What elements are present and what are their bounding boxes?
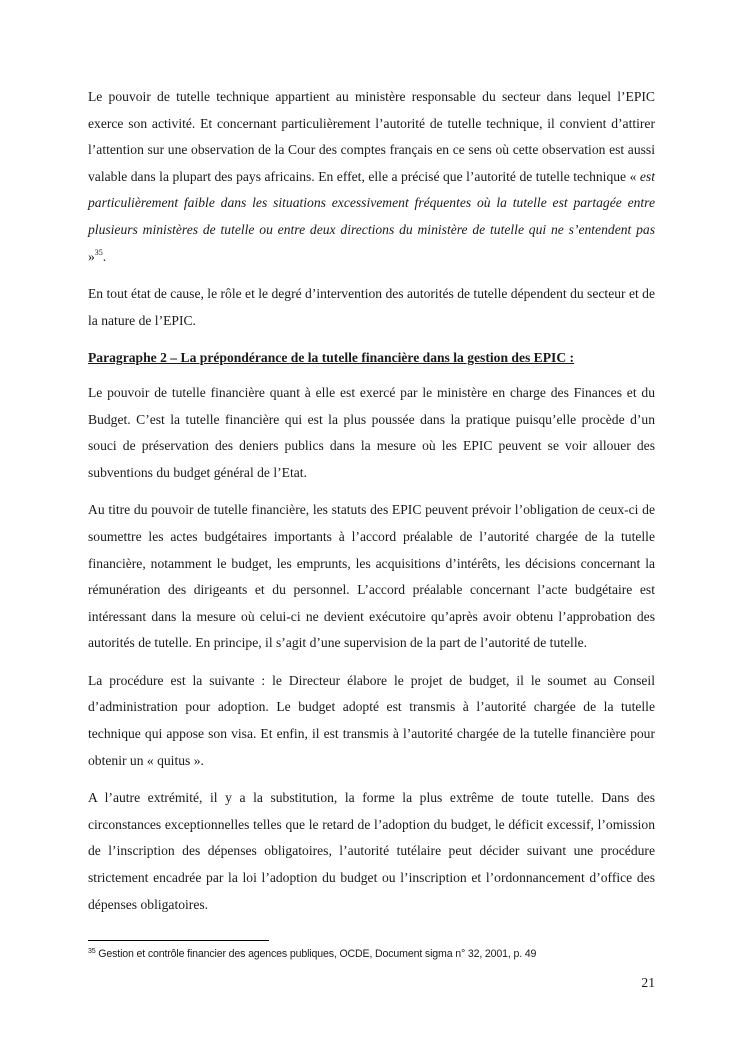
footnote-reference[interactable]: 35 xyxy=(94,247,103,257)
paragraph-1-quote: est particulièrement faible dans les situations excessivement fréquentes où la tutelle est partagée entre plusieurs ministères de tutelle ou entre deux directions du ministère de tutelle qui ne s’entendent pas xyxy=(88,168,655,237)
paragraph-5: La procédure est la suivante : le Directeur élabore le projet de budget, il le soumet au Conseil d’administration pour adoption. Le budget adopté est transmis à l’autorité chargée de la tutelle technique qui appose son visa. Et enfin, il est transmis à l’autorité chargée de la tutelle financière pour obtenir un « quitus ». xyxy=(88,672,655,768)
paragraph-1-text: Le pouvoir de tutelle technique appartient au ministère responsable du secteur dans lequel l’EPIC exerce son activité. Et concernant particulièrement l’autorité de tutelle technique, il convient d’attirer l’attention sur une observation de la Cour des comptes français en ce sens où cette observation est aussi valable dans la plupart des pays africains. En effet, elle a précisé que l’autorité de tutelle technique « xyxy=(88,89,655,184)
footnote-separator xyxy=(88,940,269,941)
page-body xyxy=(88,84,655,929)
paragraph-6: A l’autre extrémité, il y a la substitution, la forme la plus extrême de toute tutelle. Dans des circonstances exceptionnelles telles que le retard de l’adoption du budget, le déficit excessif, l’omission de l’inscription des dépenses obligatoires, l’autorité tutélaire peut décider suivant une procédure strictement encadrée par la loi l’adoption du budget ou l’inscription et l’ordonnancement d’office des dépenses obligatoires. xyxy=(88,790,655,912)
footnote-number: 35 xyxy=(88,948,96,955)
footnote-text: Gestion et contrôle financier des agences publiques, OCDE, Document sigma n° 32, 2001, p. 49 xyxy=(95,948,537,960)
paragraph-1-quote-close: » xyxy=(88,248,95,264)
paragraph-1-end: . xyxy=(102,248,107,264)
paragraph-1 xyxy=(88,84,655,270)
paragraph-4: Au titre du pouvoir de tutelle financière, les statuts des EPIC peuvent prévoir l’obligation de ceux-ci de soumettre les actes budgétaires importants à l’accord préalable de l’autorité chargée de la tutelle financière, notamment le budget, les emprunts, les acquisitions d’intérêts, les décisions concernant la rémunération des dirigeants et du personnel. L’accord préalable concernant l’acte budgétaire est intéressant dans la mesure où celui-ci ne devient exécutoire qu’après avoir obtenu l’approbation des autorités de tutelle. En principe, il s’agit d’une supervision de la part de l’autorité de tutelle. xyxy=(88,502,655,651)
paragraph-2: En tout état de cause, le rôle et le degré d’intervention des autorités de tutelle dépendent du secteur et de la nature de l’EPIC. xyxy=(88,286,655,328)
page-number: 21 xyxy=(641,975,655,990)
section-heading: Paragraphe 2 – La prépondérance de la tutelle financière dans la gestion des EPIC : xyxy=(88,350,575,366)
footnote xyxy=(88,948,658,960)
paragraph-3: Le pouvoir de tutelle financière quant à elle est exercé par le ministère en charge des Finances et du Budget. C’est la tutelle financière qui est la plus poussée dans la pratique puisqu’elle procède d’un souci de préservation des deniers publics dans la mesure où les EPIC peuvent se voir allouer des subventions du budget général de l’Etat. xyxy=(88,384,655,480)
